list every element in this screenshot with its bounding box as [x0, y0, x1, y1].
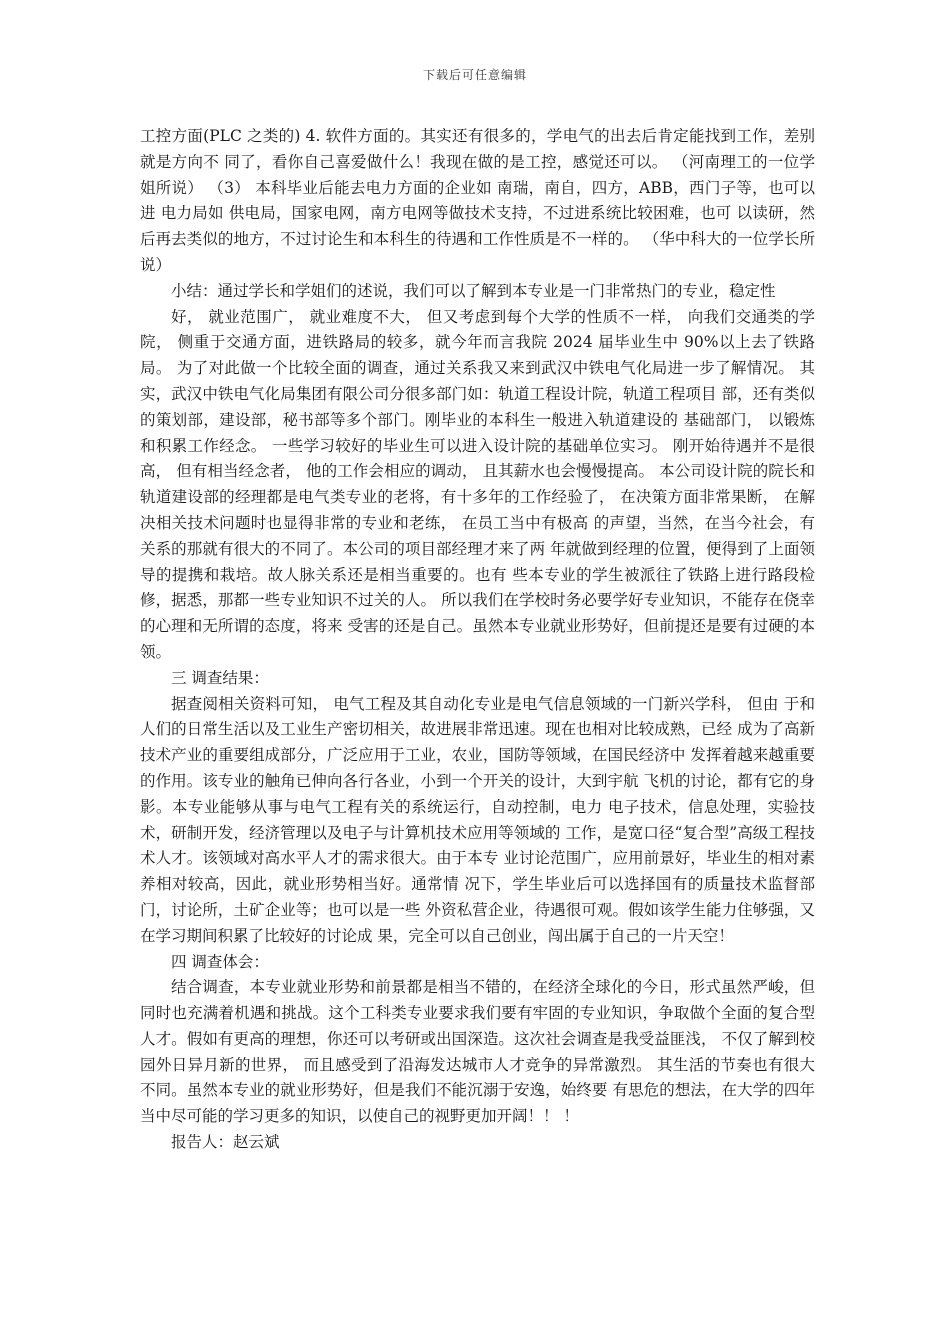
reporter-signature: 报告人：赵云斌: [171, 1133, 280, 1152]
paragraph-career-directions: 工控方面(PLC 之类的) 4. 软件方面的。其实还有很多的，学电气的出去后肯定能找到工作，差别就是方向不 同了，看你自己喜爱做什么！我现在做的是工控，感觉还可以。 （河南理工的一位学 姐所说） （3） 本科毕业后能去电力方面的企业如 南瑞，南自，四方，ABB，西门子等，也可以进 电力局如 供电局，国家电网，南方电网等做技术支持，不过进系统比较困难，也可 以读研，然后再去类似的地方，不过讨论生和本科生的待遇和工作性质是不一样的。 （华中科大的一位学长所说）: [140, 127, 815, 274]
section-heading-reflection: 四 调查体会：: [171, 952, 269, 971]
section-heading-results: 三 调查结果：: [171, 668, 269, 687]
page-header: 下载后可任意编辑: [422, 68, 527, 82]
paragraph-results: 据查阅相关资料可知， 电气工程及其自动化专业是电气信息领域的一门新兴学科， 但由 于和人们的日常生活以及工业生产密切相关，故进展非常迅速。现在也相对比较成熟，已经 成为了高新技术产业的重要组成部分，广泛应用于工业，农业，国防等领域，在国民经济中 发挥着越来越重要的作用。该专业的触角已伸向各行各业，小到一个开关的设计，大到宇航 飞机的讨论，都有它的身影。本专业能够从事与电气工程有关的系统运行，自动控制，电力 电子技术，信息处理，实验技术，研制开发，经济管理以及电子与计算机技术应用等领域的 工作，是宽口径“复合型”高级工程技术人才。该领域对高水平人才的需求很大。由于本专 业讨论范围广，应用前景好，毕业生的相对素养相对较高，因此，就业形势相当好。通常情 况下，学生毕业后可以选择国有的质量技术监督部门，讨论所，土矿企业等；也可以是一些 外资私营企业，待遇很可观。假如该学生能力住够强，又在学习期间积累了比较好的讨论成 果，完全可以自己创业，闯出属于自己的一片天空！: [140, 694, 815, 945]
paragraph-railway-survey: 好， 就业范围广， 就业难度不大， 但又考虑到每个大学的性质不一样， 向我们交通类的学院， 侧重于交通方面，进铁路局的较多，就今年而言我院 2024 届毕业生中 90%以上去了铁路局。 为了对此做一个比较全面的调查，通过关系我又来到武汉中铁电气化局进一步了解情况。 其实，武汉中铁电气化局集团有限公司分很多部门如：轨道工程设计院，轨道工程项目 部，还有类似的策划部，建设部，秘书部等多个部门。刚毕业的本科生一般进入轨道建设的 基础部门， 以锻炼和积累工作经念。 一些学习较好的毕业生可以进入设计院的基础单位实习。 刚开始待遇并不是很高， 但有相当经念者， 他的工作会相应的调动， 且其薪水也会慢慢提高。 本公司设计院的院长和轨道建设部的经理都是电气类专业的老将，有十多年的工作经验了， 在决策方面非常果断， 在解决相关技术问题时也显得非常的专业和老练， 在员工当中有极高 的声望，当然，在当今社会，有关系的那就有很大的不同了。本公司的项目部经理才来了两 年就做到经理的位置，便得到了上面领导的提携和栽培。故人脉关系还是相当重要的。也有 些本专业的学生被派往了铁路上进行路段检修，据悉，那都一些专业知识不过关的人。 所以我们在学校时务必要学好专业知识，不能存在侥幸的心理和无所谓的态度，将来 受害的还是自己。虽然本专业就业形势好，但前提还是要有过硬的本领。: [140, 307, 815, 661]
document-body: [140, 124, 815, 1156]
paragraph-reflection: 结合调查，本专业就业形势和前景都是相当不错的，在经济全球化的今日，形式虽然严峻，但同时也充满着机遇和挑战。这个工科类专业要求我们要有牢固的专业知识，争取做个全面的复合型人才。假如有更高的理想，你还可以考研或出国深造。这次社会调查是我受益匪浅， 不仅了解到校园外日异月新的世界， 而且感受到了沿海发达城市人才竞争的异常激烈。 其生活的节奏也有很大不同。虽然本专业的就业形势好，但是我们不能沉溺于安逸，始终要 有思危的想法，在大学的四年当中尽可能的学习更多的知识，以使自己的视野更加开阔！！ ！: [140, 978, 815, 1126]
paragraph-summary-intro: 小结：通过学长和学姐们的述说，我们可以了解到本专业是一门非常热门的专业，稳定性: [171, 281, 776, 300]
